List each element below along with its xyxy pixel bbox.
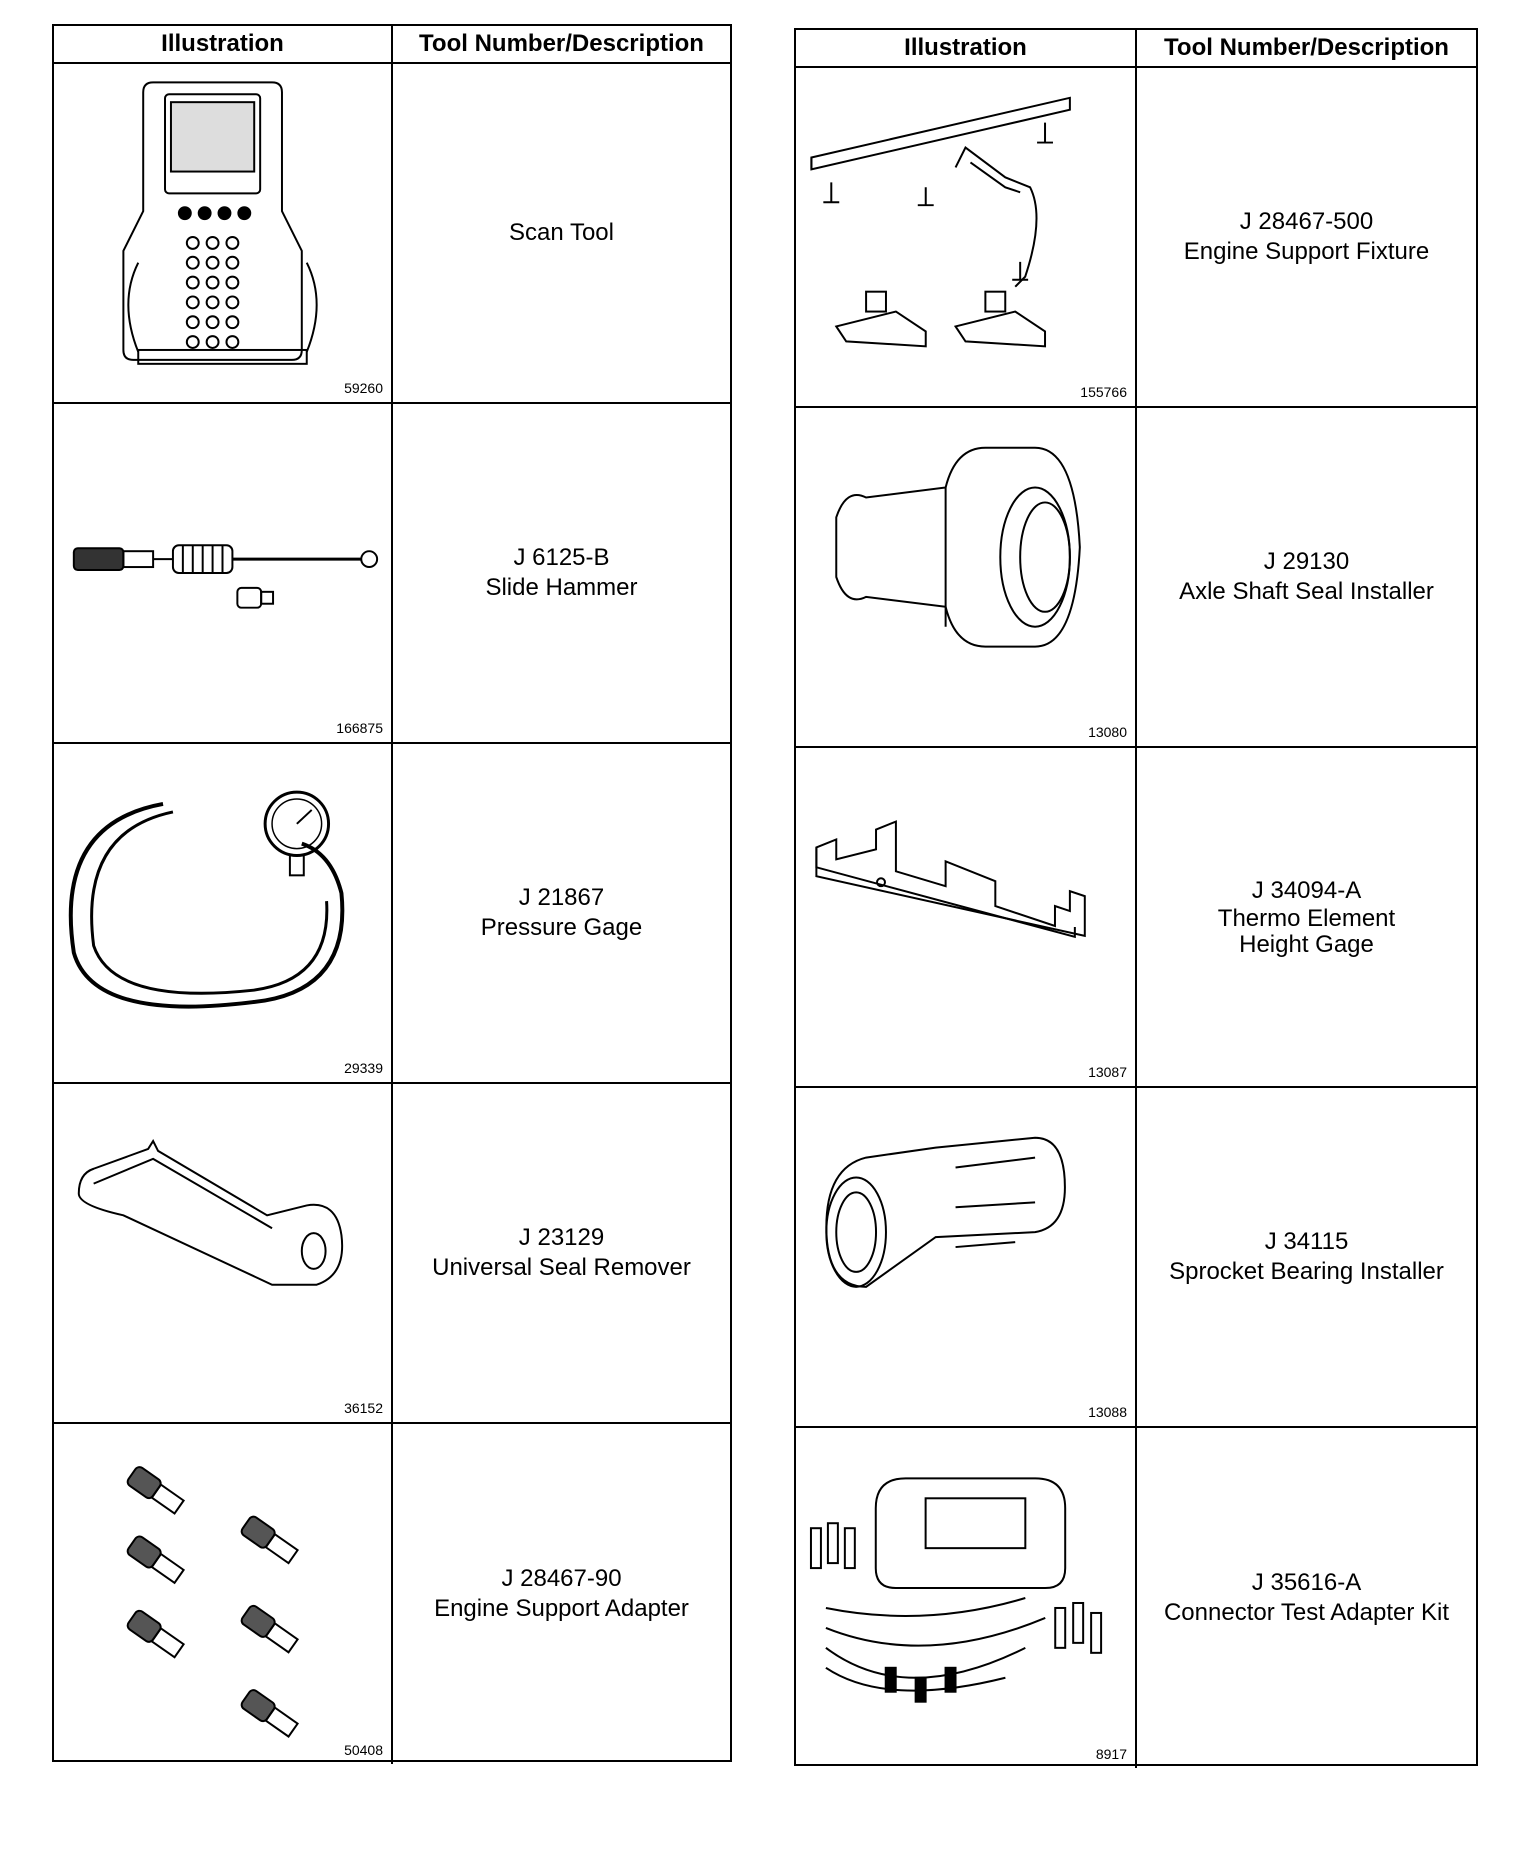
illustration-cell <box>54 1084 393 1422</box>
illustration-cell <box>54 404 393 742</box>
tool-name: Connector Test Adapter Kit <box>1163 1599 1450 1626</box>
tool-number: J 21867 <box>518 884 605 911</box>
bearing-installer-icon <box>796 1088 1135 1426</box>
illustration-cell <box>796 748 1137 1086</box>
figure-number: 59260 <box>344 380 383 396</box>
table-row <box>54 744 730 1084</box>
header-tool: Tool Number/Description <box>1164 34 1449 61</box>
tool-name: Scan Tool <box>509 219 614 246</box>
header-illustration: Illustration <box>796 30 1137 66</box>
tool-description <box>393 1424 730 1764</box>
tool-number: J 34115 <box>1264 1228 1349 1255</box>
tool-number: J 28467-90 <box>501 1565 622 1592</box>
support-adapter-icon <box>54 1424 391 1764</box>
tool-name: Sprocket Bearing Installer <box>1169 1258 1444 1285</box>
table-row <box>54 64 730 404</box>
tool-description <box>393 64 730 402</box>
seal-remover-icon <box>54 1084 391 1422</box>
figure-number: 13080 <box>1088 724 1127 740</box>
illustration-cell <box>54 64 393 402</box>
scan-tool-icon <box>54 64 391 402</box>
tool-number: J 35616-A <box>1251 1569 1362 1596</box>
tool-name: Pressure Gage <box>480 914 643 941</box>
height-gage-icon <box>796 748 1135 1086</box>
table-row <box>796 408 1476 748</box>
table-row <box>796 68 1476 408</box>
header-illustration: Illustration <box>54 26 393 62</box>
table-row <box>796 1088 1476 1428</box>
illustration-cell <box>796 68 1137 406</box>
figure-number: 13088 <box>1088 1404 1127 1420</box>
support-fixture-icon <box>796 68 1135 406</box>
figure-number: 8917 <box>1095 1746 1127 1762</box>
figure-number: 155766 <box>1080 384 1127 400</box>
tool-number: J 28467-500 <box>1239 208 1374 235</box>
header-tool: Tool Number/Description <box>419 30 704 57</box>
tool-description <box>1137 1088 1476 1426</box>
adapter-kit-icon <box>796 1428 1135 1768</box>
tool-description <box>393 1084 730 1422</box>
tool-number: J 6125-B <box>513 544 610 571</box>
illustration-cell <box>54 1424 393 1764</box>
tool-number: J 29130 <box>1263 548 1350 575</box>
table-row <box>796 748 1476 1088</box>
tool-number: J 23129 <box>518 1224 605 1251</box>
tool-description <box>1137 748 1476 1086</box>
tool-name: Thermo Element <box>1217 905 1396 932</box>
tool-name: Universal Seal Remover <box>432 1254 691 1281</box>
figure-number: 36152 <box>344 1400 383 1416</box>
tool-table-right <box>794 28 1478 1766</box>
table-row <box>54 404 730 744</box>
figure-number: 13087 <box>1088 1064 1127 1080</box>
table-row <box>796 1428 1476 1768</box>
tool-name: Engine Support Adapter <box>434 1595 689 1622</box>
figure-number: 29339 <box>344 1060 383 1076</box>
table-row <box>54 1084 730 1424</box>
figure-number: 166875 <box>336 720 383 736</box>
tool-description <box>1137 68 1476 406</box>
illustration-cell <box>796 1088 1137 1426</box>
table-header <box>54 26 730 64</box>
seal-installer-icon <box>796 408 1135 746</box>
table-header <box>796 30 1476 68</box>
tool-name: Axle Shaft Seal Installer <box>1179 578 1434 605</box>
illustration-cell <box>54 744 393 1082</box>
tool-description <box>1137 408 1476 746</box>
pressure-gage-icon <box>54 744 391 1082</box>
tool-description <box>1137 1428 1476 1768</box>
table-row <box>54 1424 730 1764</box>
tool-description <box>393 404 730 742</box>
tool-description <box>393 744 730 1082</box>
tool-number: J 34094-A <box>1251 877 1362 904</box>
tool-table-left <box>52 24 732 1762</box>
tool-name: Slide Hammer <box>485 574 638 601</box>
tool-name: Engine Support Fixture <box>1183 238 1430 265</box>
illustration-cell <box>796 1428 1137 1768</box>
tool-name-line-2: Height Gage <box>1239 931 1374 958</box>
slide-hammer-icon <box>54 404 391 742</box>
illustration-cell <box>796 408 1137 746</box>
figure-number: 50408 <box>344 1742 383 1758</box>
